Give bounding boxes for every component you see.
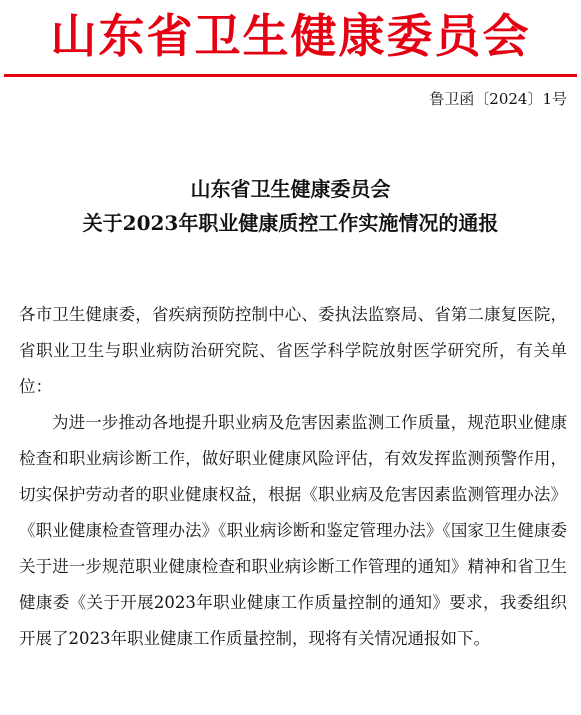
issuing-authority-title: 山东省卫生健康委员会 bbox=[50, 9, 531, 63]
document-title bbox=[0, 172, 581, 240]
document-title-line-2: 关于2023年职业健康质控工作实施情况的通报 bbox=[82, 211, 499, 235]
document-masthead bbox=[0, 0, 581, 80]
recipients-paragraph: 各市卫生健康委，省疾病预防控制中心、委执法监察局、省第二康复医院，省职业卫生与职业病防治研究院、省医学科学院放射医学研究所，有关单位： bbox=[19, 304, 567, 396]
document-title-line-1: 山东省卫生健康委员会 bbox=[190, 177, 391, 201]
masthead-red-rule bbox=[4, 74, 577, 77]
document-number: 鲁卫函〔2024〕1号 bbox=[429, 90, 567, 108]
body-paragraph: 为进一步推动各地提升职业病及危害因素监测工作质量，规范职业健康检查和职业病诊断工作，做好职业健康风险评估，有效发挥监测预警作用，切实保护劳动者的职业健康权益，根据《职业病及危害因素监测管理办法》《职业健康检查管理办法》《职业病诊断和鉴定管理办法》《国家卫生健康委关于进一步规范职业健康检查和职业病诊断工作管理的通知》精神和省卫生健康委《关于开展2023年职业健康工作质量控制的通知》要求，我委组织开展了2023年职业健康工作质量控制，现将有关情况通报如下。 bbox=[19, 412, 567, 648]
